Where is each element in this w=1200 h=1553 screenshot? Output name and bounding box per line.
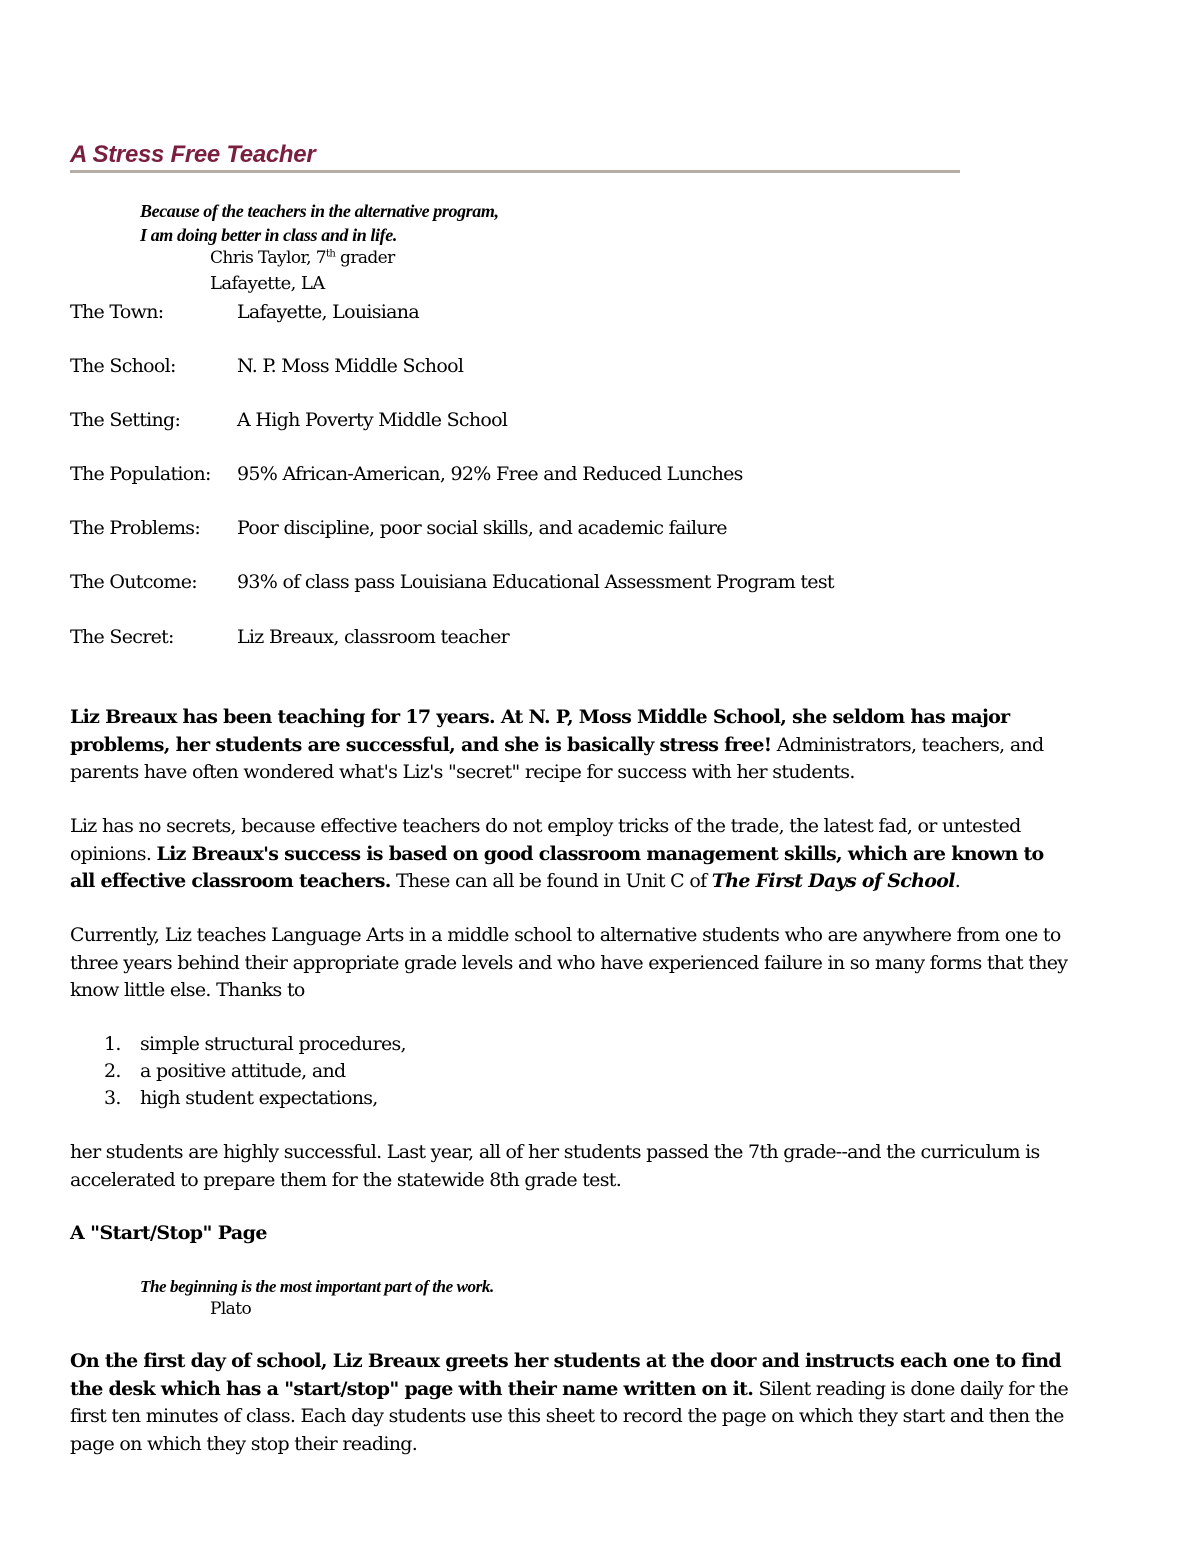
fact-label: The Setting: bbox=[70, 409, 181, 431]
section-heading: A "Start/Stop" Page bbox=[70, 1222, 267, 1244]
paragraph-no-secrets-text-2: These can all be found in Unit C of bbox=[390, 870, 712, 892]
list-text: high student expectations, bbox=[140, 1087, 378, 1109]
epigraph-author-sup: th bbox=[325, 248, 336, 260]
paragraph-intro-bold: Liz Breaux has been teaching for 17 years. At N. P, Moss Middle School, she seldom has major problems, her students are successful, and she is basically stress free! bbox=[70, 706, 1010, 756]
fact-value: Liz Breaux, classroom teacher bbox=[237, 626, 510, 648]
paragraph-intro bbox=[70, 704, 1070, 787]
article-title: A Stress Free Teacher bbox=[70, 141, 316, 168]
list-item bbox=[104, 1085, 378, 1112]
paragraph-no-secrets bbox=[70, 813, 1070, 896]
list-number: 3. bbox=[104, 1087, 121, 1109]
epigraph-author-name: Chris Taylor, 7 bbox=[210, 248, 326, 268]
fact-value: 95% African-American, 92% Free and Reduced Lunches bbox=[237, 463, 743, 485]
fact-value: A High Poverty Middle School bbox=[237, 409, 508, 431]
book-title: The First Days of School bbox=[711, 870, 955, 892]
epigraph-line-2: I am doing better in class and in life. bbox=[140, 225, 397, 245]
epigraph-author-suffix: grader bbox=[335, 248, 395, 268]
fact-value: Poor discipline, poor social skills, and academic failure bbox=[237, 517, 727, 539]
paragraph-no-secrets-text-1: Liz has no secrets, because effective teachers do not employ tricks of the trade, the latest fad, or untested opinions. bbox=[70, 815, 1021, 865]
list-number: 2. bbox=[104, 1060, 121, 1082]
epigraph-quote: The beginning is the most important part of the work. bbox=[140, 1277, 494, 1296]
list-text: a positive attitude, and bbox=[140, 1060, 346, 1082]
fact-value: Lafayette, Louisiana bbox=[237, 301, 419, 323]
paragraph-results: her students are highly successful. Last year, all of her students passed the 7th grade--and the curriculum is accelerated to prepare them for the statewide 8th grade test. bbox=[70, 1141, 1040, 1191]
fact-label: The Problems: bbox=[70, 517, 201, 539]
fact-value: 93% of class pass Louisiana Educational Assessment Program test bbox=[237, 571, 834, 593]
epigraph-author-place: Lafayette, LA bbox=[210, 273, 325, 294]
epigraph-author bbox=[210, 248, 395, 268]
fact-label: The Secret: bbox=[70, 626, 174, 648]
list-item bbox=[104, 1031, 406, 1058]
list-item bbox=[104, 1058, 346, 1085]
list-text: simple structural procedures, bbox=[140, 1033, 406, 1055]
title-rule bbox=[70, 170, 960, 173]
fact-label: The Population: bbox=[70, 463, 211, 485]
fact-label: The Outcome: bbox=[70, 571, 197, 593]
paragraph-first-day bbox=[70, 1348, 1070, 1458]
paragraph-no-secrets-end: . bbox=[954, 870, 961, 892]
fact-label: The Town: bbox=[70, 301, 164, 323]
paragraph-currently: Currently, Liz teaches Language Arts in a middle school to alternative students who are anywhere from one to three years behind their appropriate grade levels and who have experienced failure in so many forms that they know little else. Thanks to bbox=[70, 924, 1068, 1001]
fact-value: N. P. Moss Middle School bbox=[237, 355, 464, 377]
fact-label: The School: bbox=[70, 355, 176, 377]
paragraph-intro-normal: Administrators, teachers, and parents have often wondered what's Liz's "secret" recipe for success with her students. bbox=[70, 733, 1044, 783]
epigraph-quote-author: Plato bbox=[210, 1299, 252, 1319]
paragraph-no-secrets-bold: Liz Breaux's success is based on good classroom management skills, which are known to all effective classroom teachers. bbox=[70, 842, 1044, 892]
paragraph-first-day-normal: Silent reading is done daily for the first ten minutes of class. Each day students use this sheet to record the page on which they start and then the page on which they stop their reading. bbox=[70, 1377, 1069, 1455]
paragraph-first-day-bold: On the first day of school, Liz Breaux greets her students at the door and instructs each one to find the desk which has a "start/stop" page with their name written on it. bbox=[70, 1350, 1061, 1400]
epigraph-line-1: Because of the teachers in the alternative program, bbox=[140, 201, 499, 221]
list-number: 1. bbox=[104, 1033, 121, 1055]
